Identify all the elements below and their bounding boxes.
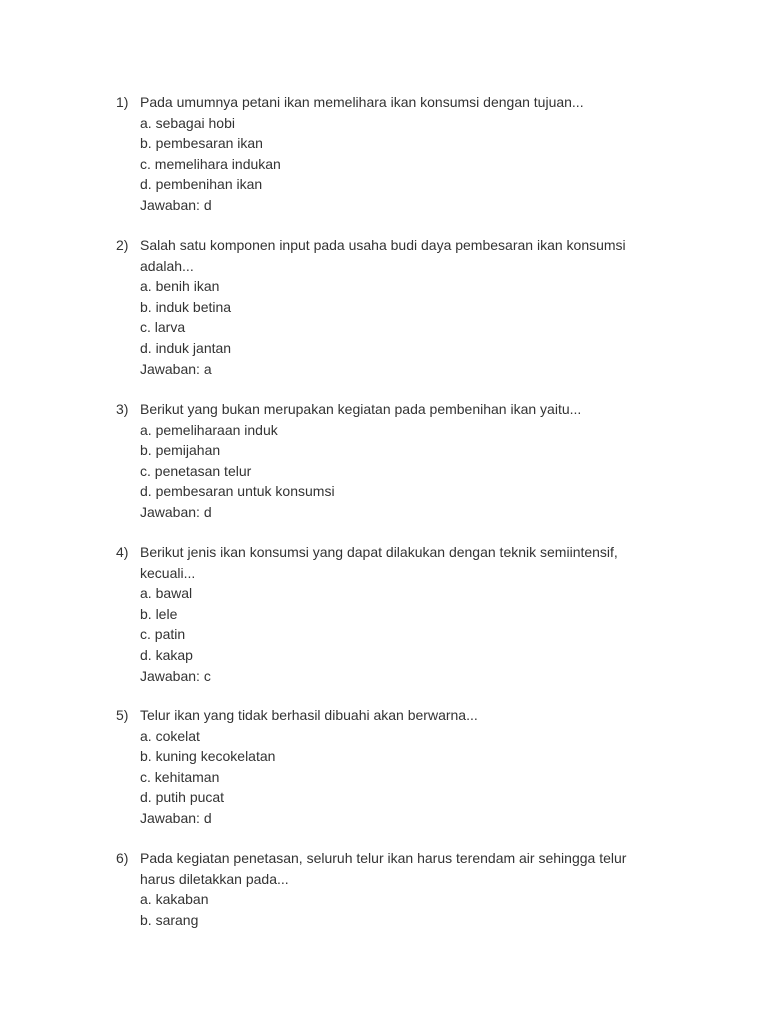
question-text: Pada umumnya petani ikan memelihara ikan konsumsi dengan tujuan... xyxy=(140,94,584,110)
option-a: a. pemeliharaan induk xyxy=(140,421,278,438)
question-text-continued: adalah... xyxy=(140,257,194,274)
question-1 xyxy=(116,92,696,216)
question-text-continued: kecuali... xyxy=(140,564,196,581)
option-a: a. sebagai hobi xyxy=(140,114,235,131)
option-d: d. pembesaran untuk konsumsi xyxy=(140,483,335,500)
option-a: a. cokelat xyxy=(140,727,200,744)
question-4 xyxy=(116,542,696,686)
question-text: Pada kegiatan penetasan, seluruh telur ikan harus terendam air sehingga telur xyxy=(140,850,627,866)
option-b: b. induk betina xyxy=(140,298,232,315)
question-5 xyxy=(116,705,696,829)
question-text: Berikut yang bukan merupakan kegiatan pada pembenihan ikan yaitu... xyxy=(140,401,582,417)
option-b: b. sarang xyxy=(140,911,199,928)
question-6 xyxy=(116,848,696,930)
question-number: 6) xyxy=(116,850,129,866)
option-c: c. patin xyxy=(140,626,186,643)
option-a: a. kakaban xyxy=(140,891,209,908)
question-number: 1) xyxy=(116,94,129,110)
answer-key: Jawaban: d xyxy=(140,196,212,213)
option-c: c. kehitaman xyxy=(140,768,220,785)
question-text: Salah satu komponen input pada usaha budi daya pembesaran ikan konsumsi xyxy=(140,237,626,253)
option-d: d. kakap xyxy=(140,646,193,663)
option-c: c. larva xyxy=(140,319,186,336)
question-number: 3) xyxy=(116,401,129,417)
question-3 xyxy=(116,399,696,523)
option-b: b. lele xyxy=(140,605,178,622)
answer-key: Jawaban: d xyxy=(140,809,212,826)
option-a: a. bawal xyxy=(140,585,193,602)
option-c: c. penetasan telur xyxy=(140,462,252,479)
option-b: b. kuning kecokelatan xyxy=(140,748,276,765)
answer-key: Jawaban: d xyxy=(140,503,212,520)
question-number: 5) xyxy=(116,707,129,723)
question-2 xyxy=(116,235,696,379)
option-a: a. benih ikan xyxy=(140,278,220,295)
option-b: b. pembesaran ikan xyxy=(140,135,263,152)
answer-key: Jawaban: c xyxy=(140,667,211,684)
option-b: b. pemijahan xyxy=(140,442,221,459)
question-number: 4) xyxy=(116,544,129,560)
option-d: d. induk jantan xyxy=(140,339,232,356)
question-text-continued: harus diletakkan pada... xyxy=(140,870,289,887)
option-c: c. memelihara indukan xyxy=(140,155,281,172)
question-number: 2) xyxy=(116,237,129,253)
answer-key: Jawaban: a xyxy=(140,360,212,377)
question-text: Telur ikan yang tidak berhasil dibuahi akan berwarna... xyxy=(140,707,478,723)
option-d: d. putih pucat xyxy=(140,789,225,806)
option-d: d. pembenihan ikan xyxy=(140,176,263,193)
question-text: Berikut jenis ikan konsumsi yang dapat dilakukan dengan teknik semiintensif, xyxy=(140,544,618,560)
